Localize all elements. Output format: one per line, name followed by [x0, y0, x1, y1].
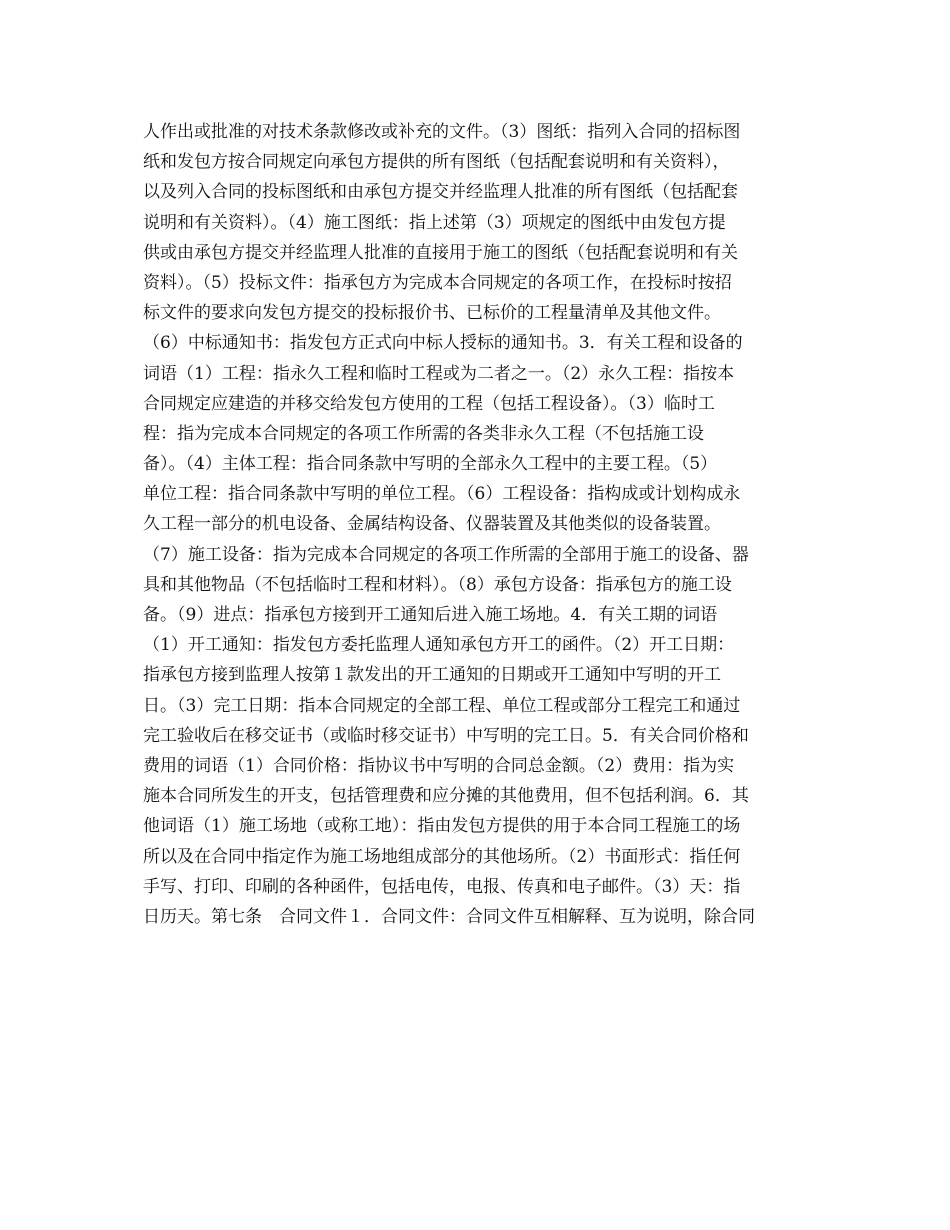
text-line: 以及列入合同的投标图纸和由承包方提交并经监理人批准的所有图纸（包括配套 [143, 182, 738, 203]
text-line: 久工程一部分的机电设备、金属结构设备、仪器装置及其他类似的设备装置。 [143, 514, 721, 535]
text-line: （1）开工通知：指发包方委托监理人通知承包方开工的函件。（2）开工日期： [143, 635, 735, 656]
text-line: 备。（9）进点：指承包方接到开工通知后进入施工场地。4．有关工期的词语 [143, 605, 718, 625]
text-line: 标文件的要求向发包方提交的投标报价书、已标价的工程量清单及其他文件。 [143, 303, 721, 324]
text-line: 完工验收后在移交证书（或临时移交证书）中写明的完工日。5．有关合同价格和 [143, 725, 749, 746]
text-line: 说明和有关资料）。（4）施工图纸：指上述第（3）项规定的图纸中由发包方提 [143, 212, 726, 233]
text-line: 备）。（4）主体工程：指合同条款中写明的全部永久工程中的主要工程。（5） [143, 454, 718, 475]
text-line: 程：指为完成本合同规定的各项工作所需的各类非永久工程（不包括施工设 [143, 423, 704, 444]
text-line: 合同规定应建造的并移交给发包方使用的工程（包括工程设备）。（3）临时工 [143, 393, 715, 414]
text-line: 纸和发包方按合同规定向承包方提供的所有图纸（包括配套说明和有关资料）， [143, 152, 730, 173]
text-line: 日。（3）完工日期：指本合同规定的全部工程、单位工程或部分工程完工和通过 [143, 695, 741, 716]
text-line: 费用的词语（1）合同价格：指协议书中写明的合同总金额。（2）费用：指为实 [143, 755, 735, 776]
text-line: 人作出或批准的对技术条款修改或补充的文件。（3）图纸：指列入合同的招标图 [143, 122, 741, 142]
text-line: （6）中标通知书：指发包方正式向中标人授标的通知书。3．有关工程和设备的 [143, 333, 743, 354]
text-line: 词语（1）工程：指永久工程和临时工程或为二者之一。（2）永久工程：指按本 [143, 363, 735, 384]
text-line: 日历天。第七条 合同文件１．合同文件：合同文件互相解释、互为说明，除合同 [143, 906, 755, 927]
text-line: （7）施工设备：指为完成本合同规定的各项工作所需的全部用于施工的设备、器 [143, 544, 749, 565]
text-line: 手写、打印、印刷的各种函件，包括电传，电报、传真和电子邮件。（3）天：指 [143, 876, 741, 897]
text-line: 他词语（1）施工场地（或称工地）：指由发包方提供的用于本合同工程施工的场 [143, 816, 741, 837]
body-text [143, 117, 813, 932]
text-line: 单位工程：指合同条款中写明的单位工程。（6）工程设备：指构成或计划构成永 [143, 484, 741, 505]
text-line: 具和其他物品（不包括临时工程和材料）。（8）承包方设备：指承包方的施工设 [143, 574, 732, 595]
text-line: 所以及在合同中指定作为施工场地组成部分的其他场所。（2）书面形式：指任何 [143, 846, 741, 867]
text-line: 指承包方接到监理人按第１款发出的开工通知的日期或开工通知中写明的开工 [143, 665, 721, 686]
text-line: 施本合同所发生的开支，包括管理费和应分摊的其他费用，但不包括利润。6．其 [143, 786, 749, 807]
text-line: 资料）。（5）投标文件：指承包方为完成本合同规定的各项工作，在投标时按招 [143, 272, 732, 293]
text-line: 供或由承包方提交并经监理人批准的直接用于施工的图纸（包括配套说明和有关 [143, 242, 738, 263]
